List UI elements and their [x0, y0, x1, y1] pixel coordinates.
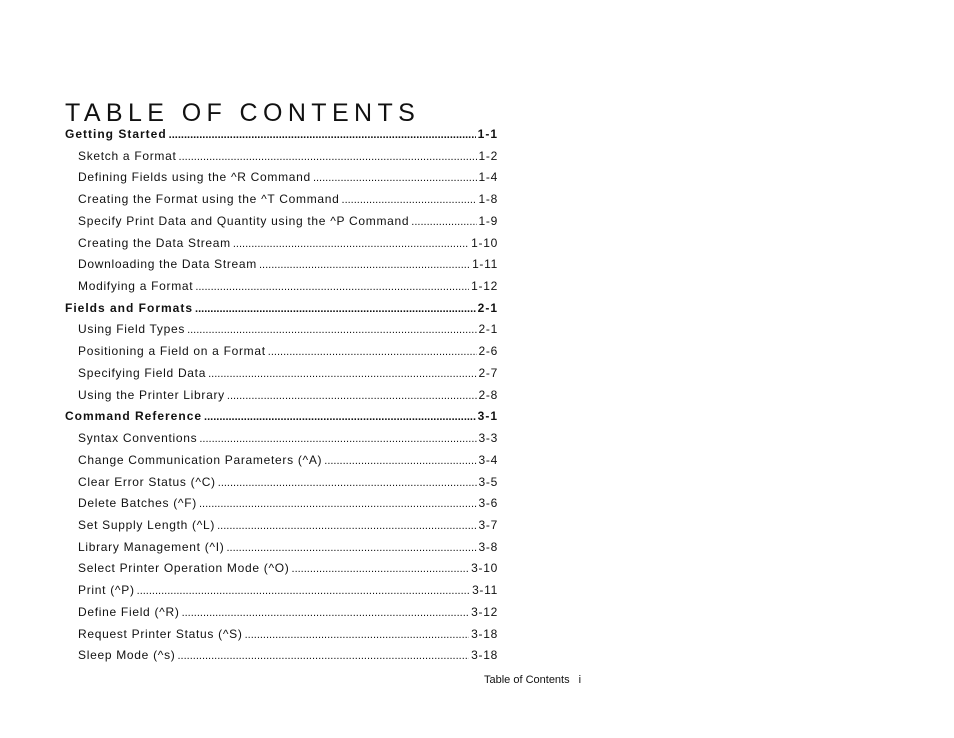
toc-entry-label: Syntax Conventions: [78, 431, 198, 446]
toc-dot-leader: [218, 477, 477, 489]
toc-entry-label: Getting Started: [65, 127, 167, 141]
toc-section-entry[interactable]: [65, 409, 498, 431]
toc-entry-label: Defining Fields using the ^R Command: [78, 170, 311, 185]
toc-subsection-entry[interactable]: [65, 627, 498, 649]
toc-entry-page: 3-6: [478, 496, 498, 511]
toc-subsection-entry[interactable]: [65, 236, 498, 258]
toc-dot-leader: [245, 629, 470, 641]
toc-entry-page: 3-5: [478, 474, 498, 489]
toc-entry-label: Library Management (^I): [78, 539, 225, 554]
toc-dot-leader: [195, 303, 476, 315]
toc-entry-label: Using the Printer Library: [78, 387, 225, 402]
toc-entry-page: 3-11: [472, 583, 498, 598]
toc-entry-label: Creating the Format using the ^T Command: [78, 192, 340, 207]
toc-dot-leader: [195, 281, 469, 293]
toc-subsection-entry[interactable]: [65, 540, 498, 562]
toc-dot-leader: [179, 151, 477, 163]
toc-entry-page: 1-10: [471, 235, 498, 250]
toc-dot-leader: [233, 238, 469, 250]
toc-dot-leader: [217, 520, 476, 532]
toc-entry-page: 1-11: [472, 257, 498, 272]
toc-entry-label: Print (^P): [78, 583, 135, 598]
toc-dot-leader: [324, 455, 476, 467]
toc-entry-label: Command Reference: [65, 409, 203, 424]
toc-dot-leader: [199, 433, 476, 445]
toc-entry-page: 3-7: [478, 517, 498, 532]
toc-entry-label: Sleep Mode (^s): [78, 648, 176, 663]
page-title: TABLE OF CONTENTS: [65, 98, 421, 127]
toc-subsection-entry[interactable]: [65, 279, 498, 301]
toc-entry-label: Sketch a Format: [78, 148, 177, 163]
toc-entry-label: Delete Batches (^F): [78, 496, 197, 511]
toc-list: [65, 127, 498, 670]
toc-dot-leader: [411, 216, 476, 228]
toc-entry-page: 1-8: [478, 192, 498, 207]
toc-subsection-entry[interactable]: [65, 214, 498, 236]
toc-subsection-entry[interactable]: [65, 257, 498, 279]
toc-entry-page: 2-6: [478, 344, 498, 359]
toc-entry-page: 1-4: [478, 170, 498, 185]
toc-subsection-entry[interactable]: [65, 431, 498, 453]
toc-entry-page: 1-2: [478, 148, 498, 163]
toc-entry-page: 3-18: [471, 648, 498, 663]
toc-dot-leader: [227, 390, 477, 402]
toc-dot-leader: [187, 324, 476, 336]
toc-dot-leader: [226, 542, 476, 554]
toc-entry-label: Positioning a Field on a Format: [78, 344, 266, 359]
toc-entry-label: Using Field Types: [78, 322, 186, 337]
toc-dot-leader: [204, 411, 476, 423]
toc-dot-leader: [199, 498, 477, 510]
toc-entry-page: 2-1: [477, 300, 498, 315]
toc-subsection-entry[interactable]: [65, 344, 498, 366]
toc-entry-label: Set Supply Length (^L): [78, 517, 216, 532]
toc-subsection-entry[interactable]: [65, 322, 498, 344]
toc-subsection-entry[interactable]: [65, 192, 498, 214]
toc-section-entry[interactable]: [65, 127, 498, 149]
toc-dot-leader: [208, 368, 476, 380]
toc-subsection-entry[interactable]: [65, 518, 498, 540]
toc-subsection-entry[interactable]: [65, 475, 498, 497]
toc-subsection-entry[interactable]: [65, 648, 498, 670]
toc-dot-leader: [292, 563, 470, 575]
toc-entry-label: Modifying a Format: [78, 279, 194, 294]
toc-entry-label: Select Printer Operation Mode (^O): [78, 561, 290, 576]
toc-entry-page: 3-3: [478, 431, 498, 446]
toc-entry-page: 1-9: [478, 213, 498, 228]
toc-entry-label: Downloading the Data Stream: [78, 257, 257, 272]
toc-dot-leader: [259, 259, 470, 271]
toc-entry-label: Creating the Data Stream: [78, 235, 231, 250]
toc-dot-leader: [169, 129, 476, 141]
toc-entry-label: Specifying Field Data: [78, 365, 207, 380]
toc-entry-page: 2-7: [478, 365, 498, 380]
toc-entry-page: 3-12: [471, 604, 498, 619]
toc-entry-page: 1-12: [471, 279, 498, 294]
toc-entry-label: Clear Error Status (^C): [78, 474, 216, 489]
toc-entry-page: 3-1: [477, 409, 498, 424]
toc-entry-page: 3-18: [471, 626, 498, 641]
toc-entry-label: Define Field (^R): [78, 604, 180, 619]
toc-subsection-entry[interactable]: [65, 453, 498, 475]
toc-dot-leader: [342, 194, 477, 206]
toc-dot-leader: [313, 172, 477, 184]
toc-subsection-entry[interactable]: [65, 605, 498, 627]
toc-subsection-entry[interactable]: [65, 388, 498, 410]
toc-entry-page: 2-8: [478, 387, 498, 402]
toc-entry-page: 1-1: [477, 127, 498, 141]
footer-section-label: Table of Contents: [484, 674, 570, 686]
toc-dot-leader: [137, 585, 470, 597]
footer-page-number: i: [578, 674, 582, 686]
toc-subsection-entry[interactable]: [65, 170, 498, 192]
toc-entry-label: Specify Print Data and Quantity using the ^P Command: [78, 213, 410, 228]
page-footer: [484, 674, 581, 686]
toc-dot-leader: [268, 346, 477, 358]
toc-section-entry[interactable]: [65, 301, 498, 323]
toc-entry-page: 3-4: [478, 452, 498, 467]
toc-subsection-entry[interactable]: [65, 583, 498, 605]
toc-entry-page: 3-10: [471, 561, 498, 576]
toc-entry-label: Change Communication Parameters (^A): [78, 452, 323, 467]
toc-entry-page: 3-8: [478, 539, 498, 554]
toc-dot-leader: [182, 607, 470, 619]
toc-dot-leader: [178, 650, 470, 662]
toc-subsection-entry[interactable]: [65, 561, 498, 583]
toc-entry-label: Request Printer Status (^S): [78, 626, 243, 641]
toc-subsection-entry[interactable]: [65, 149, 498, 171]
toc-entry-page: 2-1: [478, 322, 498, 337]
toc-entry-label: Fields and Formats: [65, 300, 194, 315]
toc-subsection-entry[interactable]: [65, 366, 498, 388]
toc-subsection-entry[interactable]: [65, 496, 498, 518]
